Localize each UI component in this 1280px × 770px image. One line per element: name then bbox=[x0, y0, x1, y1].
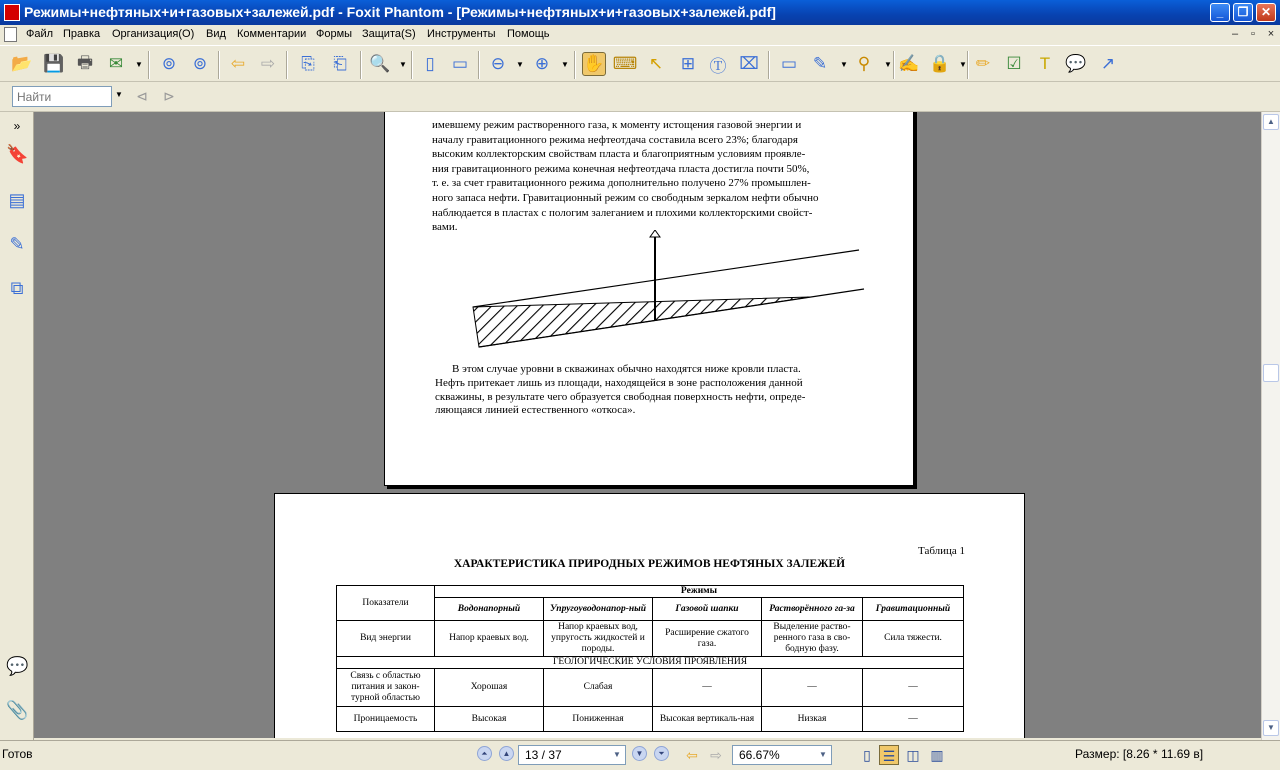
table-cell: Высокая bbox=[435, 707, 544, 732]
table-cell: — bbox=[762, 669, 863, 707]
page-number-value: 13 / 37 bbox=[525, 748, 562, 762]
scroll-up-icon[interactable]: ▲ bbox=[1263, 114, 1279, 130]
pencil-icon[interactable]: ✏ bbox=[975, 54, 991, 73]
zoom-plus-icon[interactable]: ⊕ bbox=[534, 54, 550, 73]
zoom-level-dropdown-icon[interactable]: ▼ bbox=[819, 750, 827, 759]
lock-icon[interactable]: 🔒 bbox=[929, 54, 951, 73]
mdi-minimize-button[interactable]: – bbox=[1231, 28, 1239, 40]
text-line: ного запаса нефти. Гравитационный режим со свободным зеркалом нефти обычно bbox=[432, 191, 819, 204]
zoom-out-icon[interactable]: ⊖ bbox=[490, 54, 506, 73]
page-number-input[interactable] bbox=[518, 745, 626, 765]
mdi-close-button[interactable]: × bbox=[1267, 28, 1275, 40]
table-cell: Пониженная bbox=[544, 707, 653, 732]
back-icon[interactable]: ⇦ bbox=[230, 54, 246, 73]
text-line: наблюдается в пластах с пологим залеганием и плохими коллекторскими свойст- bbox=[432, 206, 813, 219]
open-icon[interactable]: 📂 bbox=[11, 54, 33, 73]
menu-bar bbox=[0, 25, 1280, 45]
toolbar-separator bbox=[360, 51, 362, 79]
toolbar-separator bbox=[967, 51, 969, 79]
search-input[interactable] bbox=[12, 86, 112, 107]
rectangle-icon[interactable]: ▭ bbox=[780, 54, 798, 73]
stamp-icon[interactable]: ⚲ bbox=[857, 54, 871, 73]
continuous-view-icon[interactable]: ☰ bbox=[879, 745, 899, 765]
pdf-page bbox=[274, 493, 1025, 738]
find-prev-icon[interactable]: ⊲ bbox=[136, 87, 148, 104]
single-page-view-icon[interactable]: ▯ bbox=[863, 747, 871, 763]
toolbar-separator bbox=[478, 51, 480, 79]
status-bar bbox=[0, 740, 1280, 770]
table-cell: Вид энергии bbox=[337, 621, 435, 657]
snapshot-icon[interactable]: ⌧ bbox=[739, 54, 759, 73]
first-page-icon[interactable]: ⏶ bbox=[477, 746, 492, 761]
last-page-icon[interactable]: ⏷ bbox=[654, 746, 669, 761]
toolbar-separator bbox=[768, 51, 770, 79]
menu-tools[interactable]: Инструменты bbox=[427, 28, 496, 40]
text-line: Нефть притекает лишь из площади, находящейся в зоне расположения данной bbox=[435, 376, 803, 389]
lock-dropdown-icon[interactable]: ▼ bbox=[959, 60, 967, 69]
toolbar-separator bbox=[286, 51, 288, 79]
table-cell: Выделение раство-ренного газа в сво-бодную фазу. bbox=[762, 621, 863, 657]
close-button[interactable]: ✕ bbox=[1256, 3, 1276, 22]
table-header: Газовой шапки bbox=[653, 598, 762, 621]
table-cell: — bbox=[863, 707, 964, 732]
next-page-icon[interactable]: ⊚ bbox=[192, 54, 208, 73]
text-line: вами. bbox=[432, 221, 458, 234]
stamp-dropdown-icon[interactable]: ▼ bbox=[884, 60, 892, 69]
extract-page-icon[interactable]: ⎗ bbox=[333, 54, 347, 73]
sign-icon[interactable]: ✍ bbox=[898, 54, 920, 73]
toolbar-separator bbox=[411, 51, 413, 79]
textbox-icon[interactable]: T bbox=[1039, 54, 1051, 73]
table-cell: — bbox=[863, 669, 964, 707]
table-cell: Расширение сжатого газа. bbox=[653, 621, 762, 657]
previous-page-icon[interactable]: ▲ bbox=[499, 746, 514, 761]
select-icon[interactable]: ↖ bbox=[648, 54, 664, 73]
zoom-dropdown-icon[interactable]: ▼ bbox=[399, 60, 407, 69]
insert-page-icon[interactable]: ⎘ bbox=[301, 54, 315, 73]
save-icon[interactable]: 💾 bbox=[43, 54, 65, 73]
text-line: имевшему режим растворенного газа, к моменту истощения газовой энергии и bbox=[432, 119, 802, 131]
text-line: ния гравитационного режима конечная нефтеотдача пласта достигла почти 50%, bbox=[432, 162, 810, 175]
typewriter-icon[interactable]: ⌨ bbox=[612, 54, 638, 73]
mdi-restore-button[interactable]: ▫ bbox=[1251, 28, 1255, 40]
continuous-facing-view-icon[interactable]: ▥ bbox=[930, 747, 944, 763]
main-toolbar bbox=[0, 45, 1280, 82]
page-dropdown-icon[interactable]: ▼ bbox=[613, 750, 621, 759]
maximize-button[interactable]: ❐ bbox=[1233, 3, 1253, 22]
pages-icon[interactable]: ▤ bbox=[8, 190, 26, 210]
zoom-out-dropdown-icon[interactable]: ▼ bbox=[516, 60, 524, 69]
zoom-in-icon[interactable]: 🔍 bbox=[369, 54, 391, 73]
table-cell: — bbox=[653, 669, 762, 707]
status-text: Готов bbox=[2, 747, 33, 761]
paragraph bbox=[435, 363, 805, 418]
paperclip-icon[interactable]: 📎 bbox=[6, 700, 29, 720]
print-icon[interactable]: 🖶 bbox=[76, 52, 94, 72]
attachments-panel-icon[interactable]: ⧉ bbox=[10, 278, 24, 298]
table-title: ХАРАКТЕРИСТИКА ПРИРОДНЫХ РЕЖИМОВ НЕФТЯНЫХ ЗАЛЕЖЕЙ bbox=[453, 558, 846, 570]
table-header: Растворённого га-за bbox=[762, 598, 863, 621]
menu-view[interactable]: Вид bbox=[206, 28, 226, 40]
well-arrow-icon bbox=[650, 230, 660, 237]
title-bar bbox=[0, 0, 1280, 25]
minimize-button[interactable]: _ bbox=[1210, 3, 1230, 22]
toolbar-separator bbox=[218, 51, 220, 79]
email-dropdown-icon[interactable]: ▼ bbox=[135, 60, 143, 69]
document-icon[interactable] bbox=[4, 27, 17, 42]
menu-comments[interactable]: Комментарии bbox=[237, 28, 307, 40]
table-cell: Высокая вертикаль-ная bbox=[653, 707, 762, 732]
toolbar-separator bbox=[574, 51, 576, 79]
text-line: началу гравитационного режима нефтеотдача составила всего 23%; благодаря bbox=[432, 133, 798, 146]
toolbar-separator bbox=[148, 51, 150, 79]
next-page-button-icon[interactable]: ▼ bbox=[632, 746, 647, 761]
hand-icon[interactable]: ✋ bbox=[582, 52, 606, 76]
form-icon[interactable]: ☑ bbox=[1006, 54, 1022, 73]
bookmarks-icon[interactable]: 🔖 bbox=[6, 144, 29, 164]
status-forward-icon[interactable]: ⇨ bbox=[710, 746, 722, 763]
panel-expand-icon[interactable]: » bbox=[13, 119, 21, 133]
forward-icon[interactable]: ⇨ bbox=[260, 54, 276, 73]
status-back-icon[interactable]: ⇦ bbox=[686, 746, 698, 763]
prev-page-icon[interactable]: ⊚ bbox=[161, 54, 177, 73]
document-view[interactable] bbox=[34, 112, 1261, 738]
table-cell: Связь с областью питания и закон-турной областью bbox=[337, 669, 435, 707]
text-select-icon[interactable]: Ⓣ bbox=[709, 56, 727, 76]
find-icon[interactable]: ⊞ bbox=[680, 54, 696, 73]
comment-icon[interactable]: 💬 bbox=[1065, 54, 1087, 73]
zoom-value: 66.67% bbox=[739, 748, 780, 762]
facing-view-icon[interactable]: ◫ bbox=[906, 747, 920, 763]
text-line: т. е. за счет гравитационного режима дополнительно получено 27% промышлен- bbox=[432, 177, 811, 190]
scrollbar-thumb[interactable] bbox=[1263, 364, 1279, 382]
menu-help[interactable]: Помощь bbox=[507, 28, 550, 40]
page-size-text: Размер: [8.26 * 11.69 в] bbox=[1075, 747, 1204, 761]
menu-file[interactable]: Файл bbox=[26, 28, 54, 40]
menu-organize[interactable]: Организация(O) bbox=[112, 28, 195, 40]
foxit-app-icon[interactable] bbox=[4, 4, 20, 21]
table-header: Водонапорный bbox=[435, 598, 544, 621]
table-caption: Таблица 1 bbox=[918, 545, 966, 557]
arrow-icon[interactable]: ↗ bbox=[1100, 54, 1116, 73]
note-edit-icon[interactable]: ✎ bbox=[812, 54, 828, 73]
table-header: Гравитационный bbox=[863, 598, 964, 621]
table-cell: Слабая bbox=[544, 669, 653, 707]
note-dropdown-icon[interactable]: ▼ bbox=[840, 60, 848, 69]
table-cell: Хорошая bbox=[435, 669, 544, 707]
table-header: Показатели bbox=[337, 586, 435, 621]
navigation-panel bbox=[0, 112, 34, 740]
table-group-header: Режимы bbox=[435, 586, 964, 598]
regimes-table bbox=[336, 585, 964, 732]
paragraph bbox=[432, 118, 818, 235]
text-line: скважины, в результате чего образуется свободная поверхность нефти, опреде- bbox=[435, 390, 806, 403]
scroll-down-icon[interactable]: ▼ bbox=[1263, 720, 1279, 736]
search-dropdown-icon[interactable]: ▼ bbox=[115, 90, 123, 99]
text-line: высоким коллекторским свойствам пласта и благоприятным условиям проявле- bbox=[432, 148, 806, 161]
menu-forms[interactable]: Формы bbox=[316, 28, 353, 40]
pdf-page bbox=[384, 112, 914, 486]
text-line: ляющаяся линией естественного «откоса». bbox=[435, 404, 636, 417]
table-cell: Сила тяжести. bbox=[863, 621, 964, 657]
table-cell: Напор краевых вод, упругость жидкостей и породы. bbox=[544, 621, 653, 657]
menu-edit[interactable]: Правка bbox=[63, 28, 101, 40]
fit-page-icon[interactable]: ▯ bbox=[425, 54, 435, 73]
table-section-row: ГЕОЛОГИЧЕСКИЕ УСЛОВИЯ ПРОЯВЛЕНИЯ bbox=[337, 657, 964, 669]
toolbar-separator bbox=[893, 51, 895, 79]
table-cell: Напор краевых вод. bbox=[435, 621, 544, 657]
zoom-input[interactable] bbox=[732, 745, 832, 765]
window-title: Режимы+нефтяных+и+газовых+залежей.pdf - Foxit Phantom - [Режимы+нефтяных+и+газовых+залежей.pdf] bbox=[24, 4, 776, 20]
text-line: В этом случае уровни в скважинах обычно находятся ниже кровли пласта. bbox=[452, 363, 801, 375]
find-toolbar bbox=[0, 82, 1280, 112]
table-cell: Низкая bbox=[762, 707, 863, 732]
find-next-icon[interactable]: ⊳ bbox=[163, 87, 175, 104]
email-icon[interactable]: ✉ bbox=[108, 54, 124, 73]
table-cell: Проницаемость bbox=[337, 707, 435, 732]
menu-protect[interactable]: Защита(S) bbox=[362, 28, 416, 40]
reservoir-diagram bbox=[465, 230, 875, 355]
layers-icon[interactable]: ✎ bbox=[9, 234, 25, 254]
zoom-plus-dropdown-icon[interactable]: ▼ bbox=[561, 60, 569, 69]
vertical-scrollbar[interactable] bbox=[1261, 112, 1280, 740]
table-header: Упругоуводонапор-ный bbox=[544, 598, 653, 621]
comments-panel-icon[interactable]: 💬 bbox=[6, 656, 29, 676]
fit-width-icon[interactable]: ▭ bbox=[451, 54, 469, 73]
